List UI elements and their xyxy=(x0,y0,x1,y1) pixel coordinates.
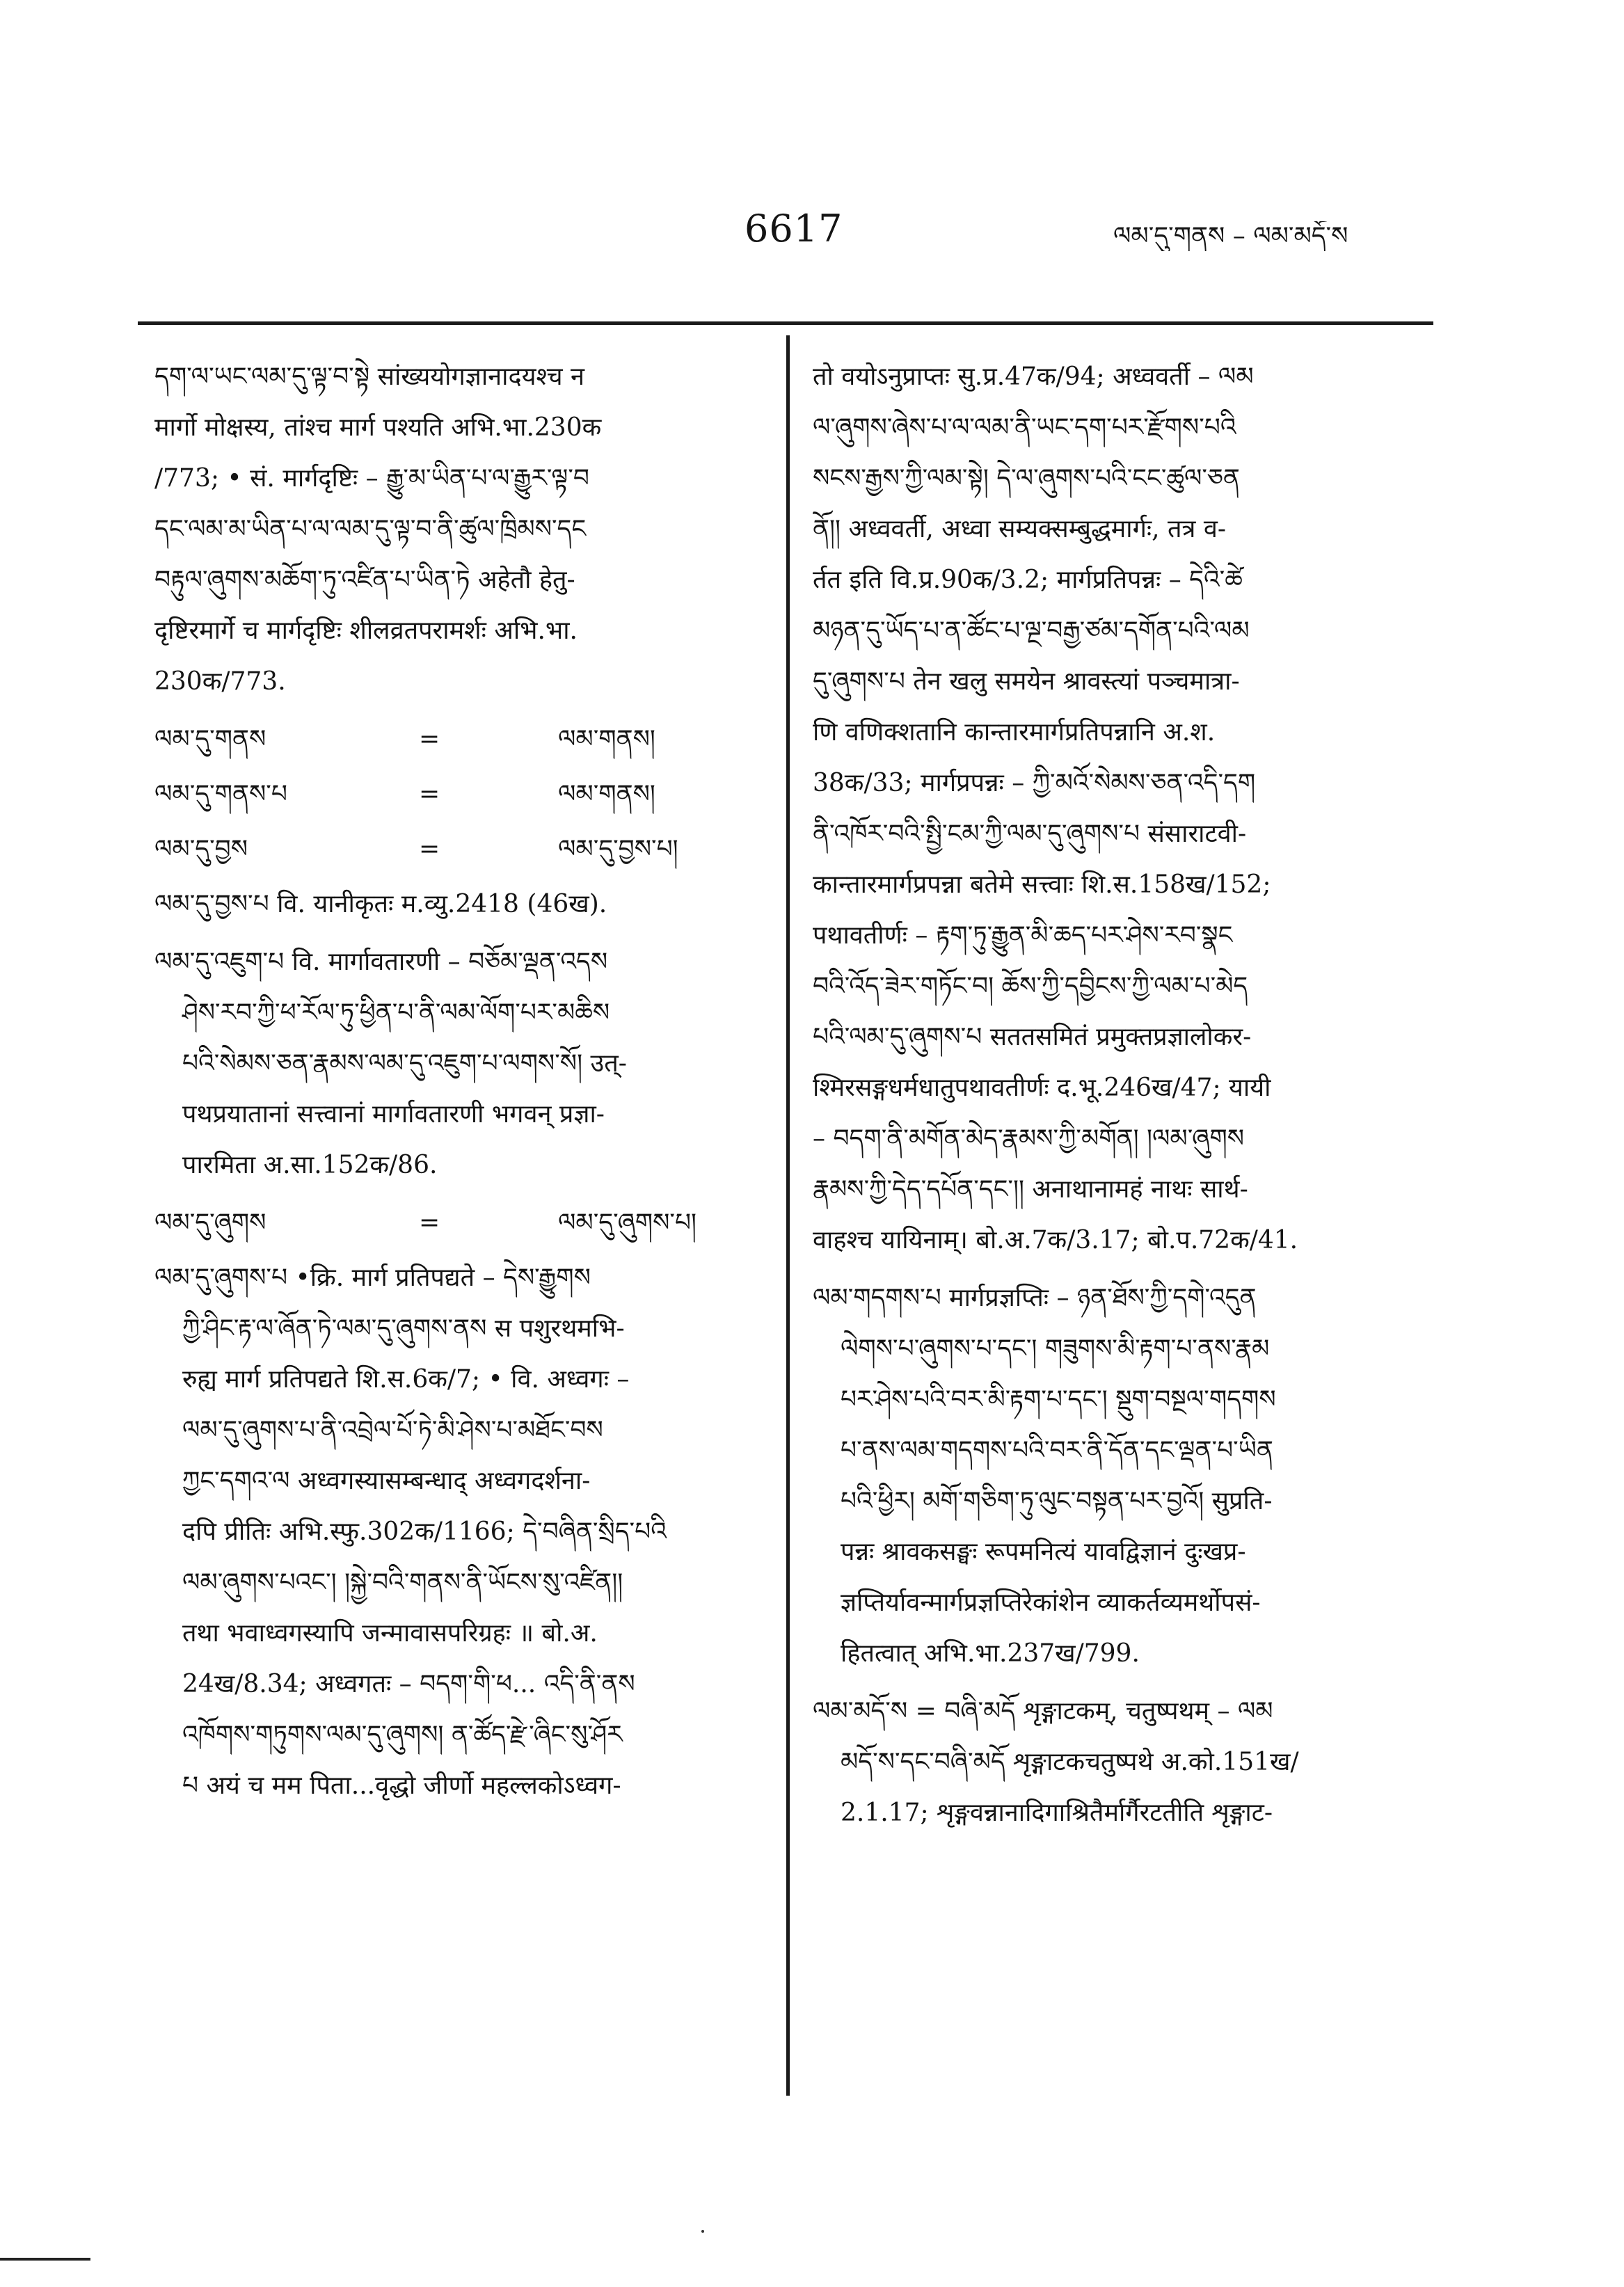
entry-line: ནི་འཁོར་བའི་སྤྱི་ངམ་ཀྱི་ལམ་དུ་ཞུགས་པ संसाराटवी- xyxy=(813,820,1247,848)
entry-line: णि वणिक्शतानि कान्तारमार्गप्रतिपन्नानि अ.श. xyxy=(813,718,1216,747)
entry-line: वाहश्च यायिनाम्। बो.अ.7क/3.17; बो.प.72क/41. xyxy=(813,1226,1298,1254)
entry-line: པ་ནས་ལམ་གདགས་པའི་བར་ནི་དོན་དང་ལྡན་པ་ཡིན xyxy=(841,1436,1273,1465)
entry-line: श्मिरसङ्गधर्मधातुपथावतीर्णः द.भू.246ख/47; यायी xyxy=(813,1074,1271,1102)
xref-headword: ལམ་དུ་བྱས xyxy=(154,835,248,863)
entry-line: མཉན་དུ་ཡོད་པ་ན་ཚོང་པ་ལྔ་བརྒྱ་ཙམ་དགོན་པའི་ལམ xyxy=(813,616,1250,645)
entry-line: པའི་ཕྱིར། མགོ་གཅིག་ཏུ་ལུང་བསྟན་པར་བྱའོ། सुप्रति- xyxy=(841,1487,1273,1515)
cross-reference-entry xyxy=(154,714,753,765)
entry-line: हितत्वात् अभि.भा.237ख/799. xyxy=(841,1639,1140,1668)
entry-line: ལམ་ཞུགས་པའང་། །སྐྱེ་བའི་གནས་ནི་ཡོངས་སུ་འཛིན།། xyxy=(182,1568,623,1597)
entry-line: དང་ལམ་མ་ཡིན་པ་ལ་ལམ་དུ་ལྟ་བ་ནི་ཚུལ་ཁྲིམས་དང xyxy=(154,515,587,543)
right-column xyxy=(813,351,1411,1845)
xref-equals: = xyxy=(419,1209,440,1237)
entry-line: ཤེས་རབ་ཀྱི་ཕ་རོལ་ཏུ་ཕྱིན་པ་ནི་ལམ་ལོག་པར་མཆིས xyxy=(182,998,610,1027)
left-column xyxy=(154,351,753,1818)
cross-reference-entry xyxy=(154,824,753,875)
entry-line: 38क/33; मार्गप्रपन्नः – ཀྱི་མའོ་སེམས་ཅན་འདི་དག xyxy=(813,769,1256,797)
cross-reference-entry xyxy=(154,769,753,820)
entry-line: दपि प्रीतिः अभि.स्फु.302क/1166; དེ་བཞིན་སྲིད་པའི xyxy=(182,1517,667,1546)
dictionary-entry xyxy=(813,1686,1411,1838)
dictionary-entry xyxy=(154,937,753,1190)
entry-line: བརྟུལ་ཞུགས་མཆོག་ཏུ་འཛིན་པ་ཡིན་ཏེ अहेतौ हेतु- xyxy=(154,566,575,594)
xref-headword: ལམ་དུ་ཞུགས xyxy=(154,1209,266,1237)
entry-line: དུ་ཞུགས་པ तेन खलु समयेन श्रावस्त्यां पञ्चमात्रा- xyxy=(813,667,1240,696)
entry-line: རྣམས་ཀྱི་དེད་དཔོན་དང་།། अनाथानामहं नाथः सार्थ- xyxy=(813,1175,1248,1204)
xref-equals: = xyxy=(419,780,440,808)
xref-equals: = xyxy=(419,835,440,863)
entry-line: पथप्रयातानां सत्त्वानां मार्गावतारणी भगवन् प्रज्ञा- xyxy=(182,1100,605,1129)
entry-line: པར་ཤེས་པའི་བར་མི་རྟག་པ་དང་། སྡུག་བསྔལ་གདགས xyxy=(841,1385,1276,1414)
dictionary-entry xyxy=(154,1252,753,1811)
entry-line: कान्तारमार्गप्रपन्ना बतेमे सत्त्वाः शि.स.158ख/152; xyxy=(813,870,1271,899)
header-rule xyxy=(138,321,1433,325)
entry-line: བའི་འོད་ཟེར་གཏོང་བ། ཆོས་ཀྱི་དབྱིངས་ཀྱི་ལམ་པ་མེད xyxy=(813,972,1248,1001)
scan-speck xyxy=(701,2230,704,2233)
entry-line: ལམ་དུ་བྱས་པ वि. यानीकृतः म.व्यु.2418 (46ख). xyxy=(154,890,607,918)
entry-line: ལམ་དུ་ཞུགས་པ •क्रि. मार्ग प्रतिपद्यते – དེས་རྒྱུགས xyxy=(154,1264,591,1292)
cross-reference-entry xyxy=(154,1197,753,1248)
entry-line: पथावतीर्णः – རྟག་ཏུ་རྒྱུན་མི་ཆད་པར་ཤེས་རབ་སྣང xyxy=(813,921,1233,950)
entry-line: र्तत इति वि.प्र.90क/3.2; मार्गप्रतिपन्नः – དེའི་ཚེ xyxy=(813,566,1243,594)
page-number: 6617 xyxy=(745,207,843,250)
entry-line: ནོ།། अध्ववर्ती, अध्वा सम्यक्सम्बुद्धमार्गः, तत्र व- xyxy=(813,515,1227,543)
entry-line: པའི་ལམ་དུ་ཞུགས་པ सततसमितं प्रमुक्तप्रज्ञालोकर- xyxy=(813,1023,1252,1051)
entry-line: तथा भवाध्वगस्यापि जन्मावासपरिग्रहः ॥ बो.अ. xyxy=(182,1619,598,1648)
entry-line: ཀྱང་དགའ་ལ अध्वगस्यासम्बन्धाद् अध्वगदर्शना- xyxy=(182,1467,591,1495)
entry-line: पारमिता अ.सा.152क/86. xyxy=(182,1151,438,1179)
dictionary-entry xyxy=(813,1273,1411,1679)
dictionary-entry xyxy=(154,879,753,930)
entry-line: པའི་སེམས་ཅན་རྣམས་ལམ་དུ་འཇུག་པ་ལགས་སོ། उत्- xyxy=(182,1049,627,1078)
entry-line: ज्ञप्तिर्यावन्मार्गप्रज्ञप्तिरेकांशेन व्याकर्तव्यमर्थोपसं- xyxy=(841,1588,1261,1617)
running-head: ལམ་དུ་གནས – ལམ་མདོ་ས xyxy=(1113,222,1348,250)
entry-line: པ अयं च मम पिता...वृद्धो जीर्णो महल्लकोऽध्वग- xyxy=(182,1771,621,1800)
entry-line: पन्नः श्रावकसङ्घः रूपमनित्यं यावद्विज्ञानं दुःखप्र- xyxy=(841,1538,1246,1566)
entry-line: ལམ་མདོ་ས = བཞི་མདོ शृङ्गाटकम्, चतुष्पथम् – ལམ xyxy=(813,1697,1273,1726)
entry-line: तो वयोऽनुप्राप्तः सु.प्र.47क/94; अध्ववर्ती – ལམ xyxy=(813,362,1254,391)
xref-headword: ལམ་དུ་གནས་པ xyxy=(154,780,287,808)
scan-edge-mark xyxy=(0,2258,90,2261)
continued-entry xyxy=(813,351,1411,1266)
column-divider xyxy=(786,335,790,2096)
entry-line: འཁོགས་གཏུགས་ལམ་དུ་ཞུགས། ན་ཚོད་རྫེ་ཞིང་སུ་ཤོར xyxy=(182,1721,623,1749)
entry-line: – བདག་ནི་མགོན་མེད་རྣམས་ཀྱི་མགོན། །ལམ་ཞུགས xyxy=(813,1124,1245,1153)
xref-target: ལམ་གནས། xyxy=(558,780,655,808)
entry-line: མདོ་ས་དང་བཞི་མདོ शृङ्गाटकचतुष्पथे अ.को.151ख/ xyxy=(841,1748,1299,1776)
entry-line: ཀྱི་ཤིང་རྟ་ལ་ཞོན་ཏེ་ལམ་དུ་ཞུགས་ནས स पशुरथमभि- xyxy=(182,1314,625,1343)
entry-line: रुह्य मार्ग प्रतिपद्यते शि.स.6क/7; • वि. अध्वगः – xyxy=(182,1365,630,1394)
xref-equals: = xyxy=(419,725,440,754)
xref-target: ལམ་དུ་ཞུགས་པ། xyxy=(558,1209,697,1237)
entry-line: मार्गो मोक्षस्य, तांश्च मार्ग पश्यति अभि.भा.230क xyxy=(154,413,602,442)
entry-line: ལམ་དུ་འཇུག་པ वि. मार्गावतारणी – བཅོམ་ལྡན་འདས xyxy=(154,948,608,976)
entry-line: /773; • सं. मार्गदृष्टिः – རྒྱུ་མ་ཡིན་པ་ལ་རྒྱུར་ལྟ་བ xyxy=(154,464,589,493)
entry-line: 24ख/8.34; अध्वगतः – བདག་གི་ཕ... འདི་ནི་ནས xyxy=(182,1670,635,1698)
xref-target: ལམ་གནས། xyxy=(558,725,655,754)
entry-line: 230क/773. xyxy=(154,667,286,696)
entry-line: དག་ལ་ཡང་ལམ་དུ་ལྟ་བ་སྟེ सांख्ययोगज्ञानादयश्च न xyxy=(154,362,585,391)
entry-line: སངས་རྒྱས་ཀྱི་ལམ་སྟེ། དེ་ལ་ཞུགས་པའི་ངང་ཚུལ་ཅན xyxy=(813,464,1240,493)
continued-entry xyxy=(154,351,753,707)
entry-line: ལ་ཞུགས་ཞེས་པ་ལ་ལམ་ནི་ཡང་དག་པར་རྫོགས་པའི xyxy=(813,413,1236,442)
xref-target: ལམ་དུ་བྱས་པ། xyxy=(558,835,678,863)
xref-headword: ལམ་དུ་གནས xyxy=(154,725,266,754)
entry-line: ལེགས་པ་ཞུགས་པ་དང་། གཟུགས་མི་རྟག་པ་ནས་རྣམ xyxy=(841,1334,1270,1363)
entry-line: 2.1.17; शृङ्गवन्नानादिगाश्रितैर्मार्गैरटतीति शृङ्गाट- xyxy=(841,1799,1273,1827)
entry-line: ལམ་དུ་ཞུགས་པ་ནི་འབྲེལ་པོ་ཏེ་མི་ཤེས་པ་མཐོང་བས xyxy=(182,1416,603,1444)
entry-line: दृष्टिरमार्गे च मार्गदृष्टिः शीलव्रतपरामर्शः अभि.भा. xyxy=(154,616,578,645)
entry-line: ལམ་གདགས་པ मार्गप्रज्ञप्तिः – ཉན་ཐོས་ཀྱི་དགེ་འདུན xyxy=(813,1284,1257,1312)
